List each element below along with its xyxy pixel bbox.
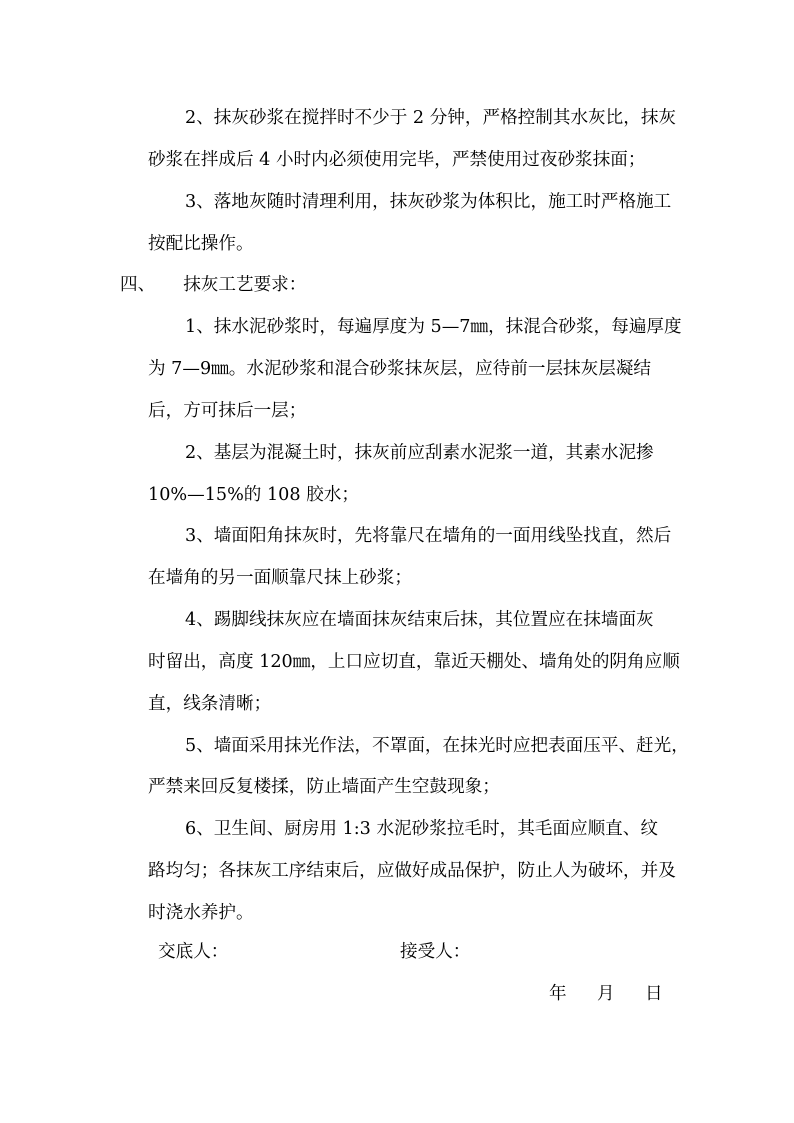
paragraph-line: 3、落地灰随时清理利用，抹灰砂浆为体积比，施工时严格施工	[185, 192, 672, 212]
handover-label: 交底人：	[158, 942, 229, 962]
requirement-line: 2、基层为混凝土时，抹灰前应刮素水泥浆一道，其素水泥掺	[185, 443, 654, 463]
paragraph-line: 按配比操作。	[148, 234, 254, 254]
requirement-line: 时留出，高度 120㎜，上口应切直，靠近天棚处、墙角处的阴角应顺	[148, 652, 680, 672]
day-label: 日	[645, 984, 663, 1004]
requirement-line: 路均匀；各抹灰工序结束后，应做好成品保护，防止人为破坏，并及	[148, 861, 676, 881]
requirement-line: 严禁来回反复楼揉，防止墙面产生空鼓现象；	[148, 777, 500, 797]
requirement-line: 5、墙面采用抹光作法，不罩面，在抹光时应把表面压平、赶光，	[185, 736, 689, 756]
requirement-line: 在墙角的另一面顺靠尺抹上砂浆；	[148, 568, 412, 588]
month-label: 月	[597, 984, 615, 1004]
section-number: 四、	[120, 275, 156, 295]
paragraph-line: 砂浆在拌成后 4 小时内必须使用完毕，严禁使用过夜砂浆抹面；	[148, 150, 646, 170]
requirement-line: 6、卫生间、厨房用 1:3 水泥砂浆拉毛时，其毛面应顺直、纹	[185, 819, 658, 839]
section-heading	[120, 273, 650, 297]
section-title: 抹灰工艺要求：	[183, 275, 307, 295]
requirement-line: 4、踢脚线抹灰应在墙面抹灰结束后抹，其位置应在抹墙面灰	[185, 610, 654, 630]
receiver-label: 接受人：	[400, 942, 471, 962]
paragraph-line: 2、抹灰砂浆在搅拌时不少于 2 分钟，严格控制其水灰比，抹灰	[185, 108, 677, 128]
year-label: 年	[549, 984, 567, 1004]
requirement-line: 1、抹水泥砂浆时，每遍厚度为 5—7㎜，抹混合砂浆，每遍厚度	[185, 317, 682, 337]
requirement-line: 后，方可抹后一层；	[148, 401, 307, 421]
requirement-line: 时浇水养护。	[148, 903, 254, 923]
requirement-line: 3、墙面阳角抹灰时，先将靠尺在墙角的一面用线坠找直，然后	[185, 526, 672, 546]
requirement-line: 直，线条清晰；	[148, 694, 272, 714]
requirement-line: 10%—15%的 108 胶水；	[148, 485, 359, 505]
requirement-line: 为 7—9㎜。水泥砂浆和混合砂浆抹灰层，应待前一层抹灰层凝结	[148, 359, 652, 379]
